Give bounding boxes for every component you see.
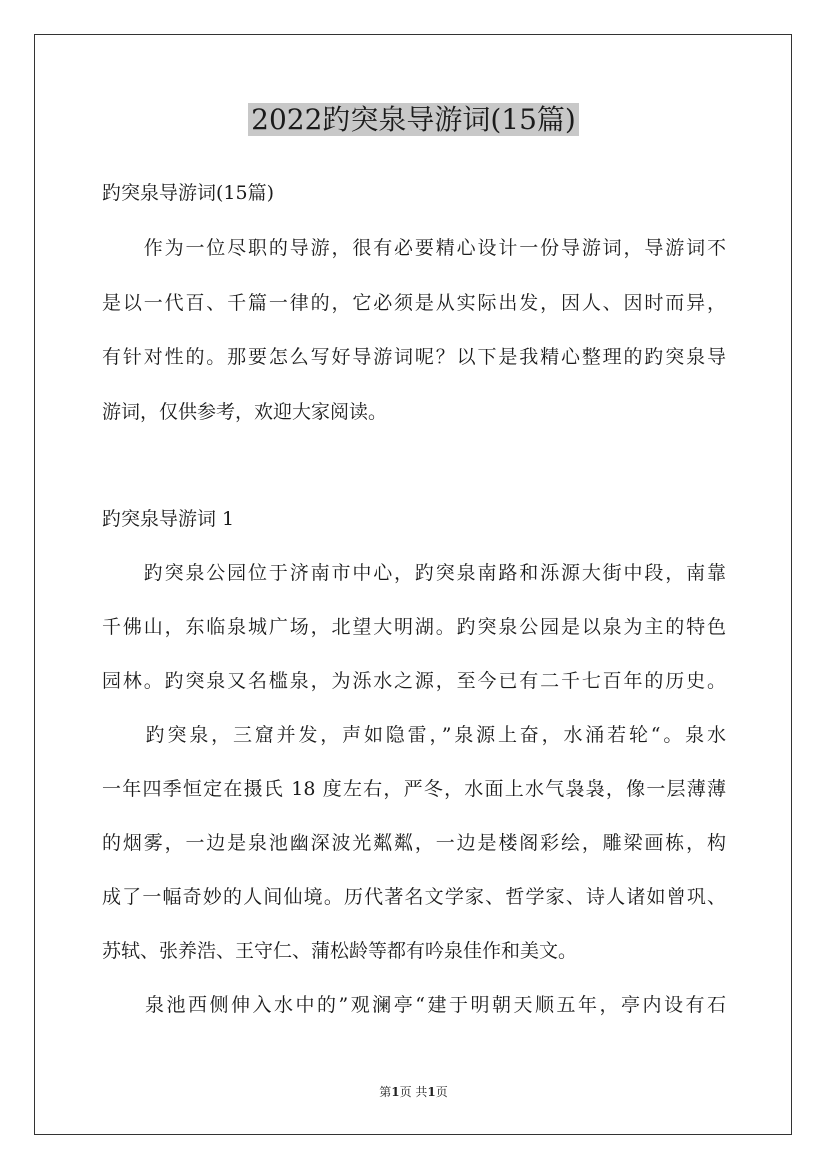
section-line-5: 一年四季恒定在摄氏 18 度左右，严冬，水面上水气袅袅，像一层薄薄 (102, 778, 726, 800)
document-subtitle: 趵突泉导游词(15篇) (102, 182, 275, 204)
intro-line-4: 游词，仅供参考，欢迎大家阅读。 (102, 401, 388, 423)
page-suffix: 页 (435, 1085, 448, 1099)
page-total: 1 (427, 1085, 436, 1099)
intro-line-3: 有针对性的。那要怎么写好导游词呢？以下是我精心整理的趵突泉导 (102, 346, 726, 368)
section-line-3: 园林。趵突泉又名槛泉，为泺水之源，至今已有二千七百年的历史。 (102, 670, 726, 692)
section-line-4: 趵突泉，三窟并发，声如隐雷，”泉源上奋，水涌若轮“。泉水 (102, 724, 726, 746)
page-mid: 页 共 (399, 1085, 428, 1099)
page-footer (0, 1084, 827, 1100)
section-line-2: 千佛山，东临泉城广场，北望大明湖。趵突泉公园是以泉为主的特色 (102, 616, 726, 638)
intro-line-2: 是以一代百、千篇一律的，它必须是从实际出发，因人、因时而异， (102, 292, 726, 314)
intro-line-1: 作为一位尽职的导游，很有必要精心设计一份导游词，导游词不 (102, 237, 726, 259)
section-line-1: 趵突泉公园位于济南市中心，趵突泉南路和泺源大街中段，南靠 (102, 562, 726, 584)
section-line-7: 成了一幅奇妙的人间仙境。历代著名文学家、哲学家、诗人诸如曾巩、 (102, 886, 726, 908)
section-line-8: 苏轼、张养浩、王守仁、蒲松龄等都有吟泉佳作和美文。 (102, 940, 578, 962)
section-heading: 趵突泉导游词 1 (102, 508, 235, 530)
document-title-text: 2022趵突泉导游词(15篇) (248, 103, 579, 136)
page-current: 1 (391, 1085, 400, 1099)
page-prefix: 第 (379, 1085, 392, 1099)
section-line-6: 的烟雾，一边是泉池幽深波光粼粼，一边是楼阁彩绘，雕梁画栋，构 (102, 832, 726, 854)
section-line-9: 泉池西侧伸入水中的”观澜亭“建于明朝天顺五年，亭内设有石 (102, 994, 726, 1016)
document-title (0, 100, 827, 140)
